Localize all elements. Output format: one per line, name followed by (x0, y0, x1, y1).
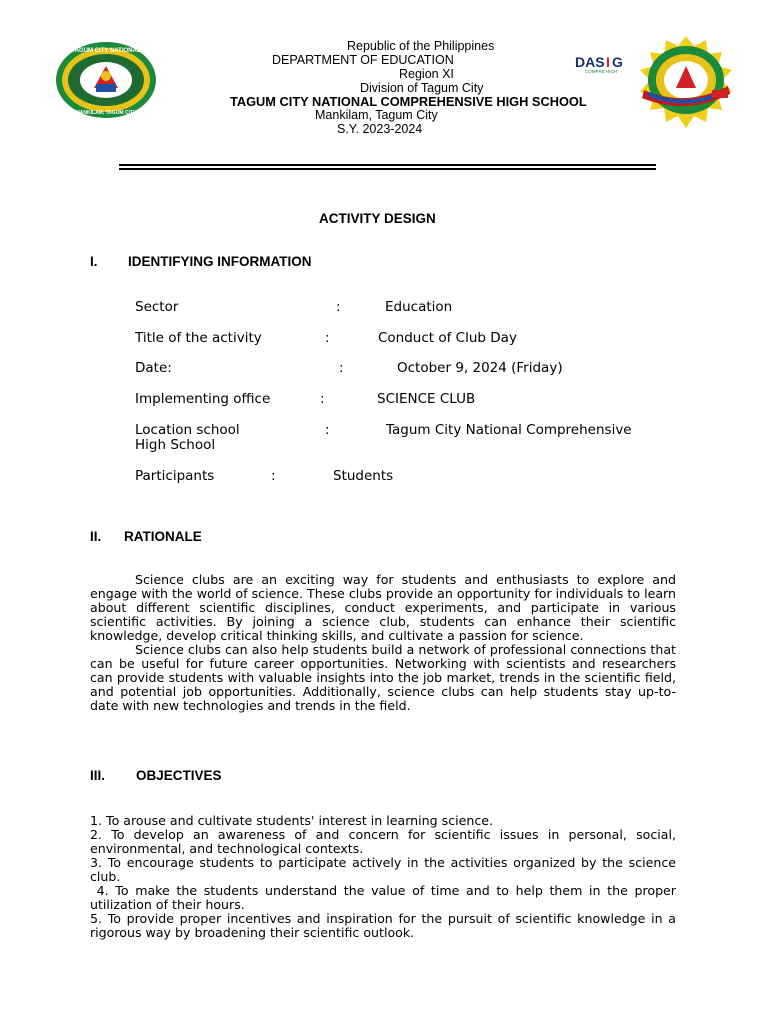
location-label-cont: High School (135, 437, 216, 453)
objectives-list (90, 813, 681, 940)
dasig-logo (573, 52, 629, 74)
location-colon: : (325, 422, 330, 438)
section3-number: III. (90, 768, 106, 783)
school-seal-left-logo (54, 40, 158, 120)
svg-text:TAGUM CITY NATIONAL: TAGUM CITY NATIONAL (71, 48, 141, 54)
header-department: DEPARTMENT OF EDUCATION (272, 53, 454, 67)
svg-text:COMPRE HIGH: COMPRE HIGH (585, 69, 618, 74)
date-value: October 9, 2024 (Friday) (397, 360, 563, 376)
location-label: Location school (135, 422, 240, 438)
school-seal-right-logo (636, 36, 736, 128)
svg-text:I: I (606, 54, 610, 70)
date-colon: : (339, 360, 344, 376)
header-region: Region XI (399, 67, 454, 81)
implementing-office-label: Implementing office (135, 391, 271, 407)
section3-heading: OBJECTIVES (136, 768, 222, 783)
activity-title-value: Conduct of Club Day (378, 330, 517, 346)
activity-title-colon: : (325, 330, 330, 346)
header-divider-top (119, 164, 656, 166)
activity-title-label: Title of the activity (135, 330, 262, 346)
implementing-office-value: SCIENCE CLUB (377, 391, 476, 407)
objective-item: 4. To make the students understand the value of time and to help them in the proper utilization of their hours. (90, 883, 681, 912)
objective-item: 5. To provide proper incentives and inspiration for the pursuit of scientific knowledge in a rigorous way by broadening their scientific outlook. (90, 911, 676, 940)
sector-value: Education (385, 299, 453, 315)
section1-number: I. (90, 254, 98, 269)
header-division: Division of Tagum City (360, 81, 484, 95)
sector-colon: : (336, 299, 341, 315)
svg-text:G: G (612, 54, 623, 70)
objective-item: 2. To develop an awareness of and concern for scientific issues in personal, social, environmental, and technological contexts. (90, 827, 676, 856)
date-label: Date: (135, 360, 172, 376)
sector-label: Sector (135, 299, 179, 315)
header-divider-bottom (119, 168, 656, 170)
objective-item: 1. To arouse and cultivate students' interest in learning science. (90, 813, 494, 828)
header-republic: Republic of the Philippines (347, 39, 495, 53)
section2-number: II. (90, 529, 102, 544)
location-value: Tagum City National Comprehensive (386, 422, 632, 438)
implementing-office-colon: : (320, 391, 325, 407)
rationale-text (90, 573, 676, 713)
participants-value: Students (333, 468, 394, 484)
section1-heading: IDENTIFYING INFORMATION (128, 254, 312, 269)
section2-heading: RATIONALE (124, 529, 202, 544)
svg-text:DAS: DAS (575, 54, 605, 70)
svg-text:MANKILAM, TAGUM CITY: MANKILAM, TAGUM CITY (75, 110, 137, 116)
participants-colon: : (271, 468, 276, 484)
header-school-name: TAGUM CITY NATIONAL COMPREHENSIVE HIGH SCHOOL (230, 94, 587, 109)
header-school-year: S.Y. 2023-2024 (337, 122, 423, 136)
header-address: Mankilam, Tagum City (315, 108, 438, 122)
rationale-paragraph-1: Science clubs are an exciting way for students and enthusiasts to explore and engage with the world of science. These clubs provide an opportunity for individuals to learn about different scientific disciplines, conduct experiments, and participate in various scientific activities. By joining a science club, students can enhance their scientific knowledge, develop critical thinking skills, and cultivate a passion for science. (90, 572, 676, 643)
participants-label: Participants (135, 468, 215, 484)
document-title: ACTIVITY DESIGN (319, 211, 436, 226)
objective-item: 3. To encourage students to participate actively in the activities organized by the science club. (90, 855, 676, 884)
rationale-paragraph-2: Science clubs can also help students build a network of professional connections that can be useful for future career opportunities. Networking with scientists and researchers can provide students with valuable insights into the job market, trends in the scientific field, and potential job opportunities. Additionally, science clubs can help students stay up-to-date with new technologies and trends in the field. (90, 642, 676, 713)
